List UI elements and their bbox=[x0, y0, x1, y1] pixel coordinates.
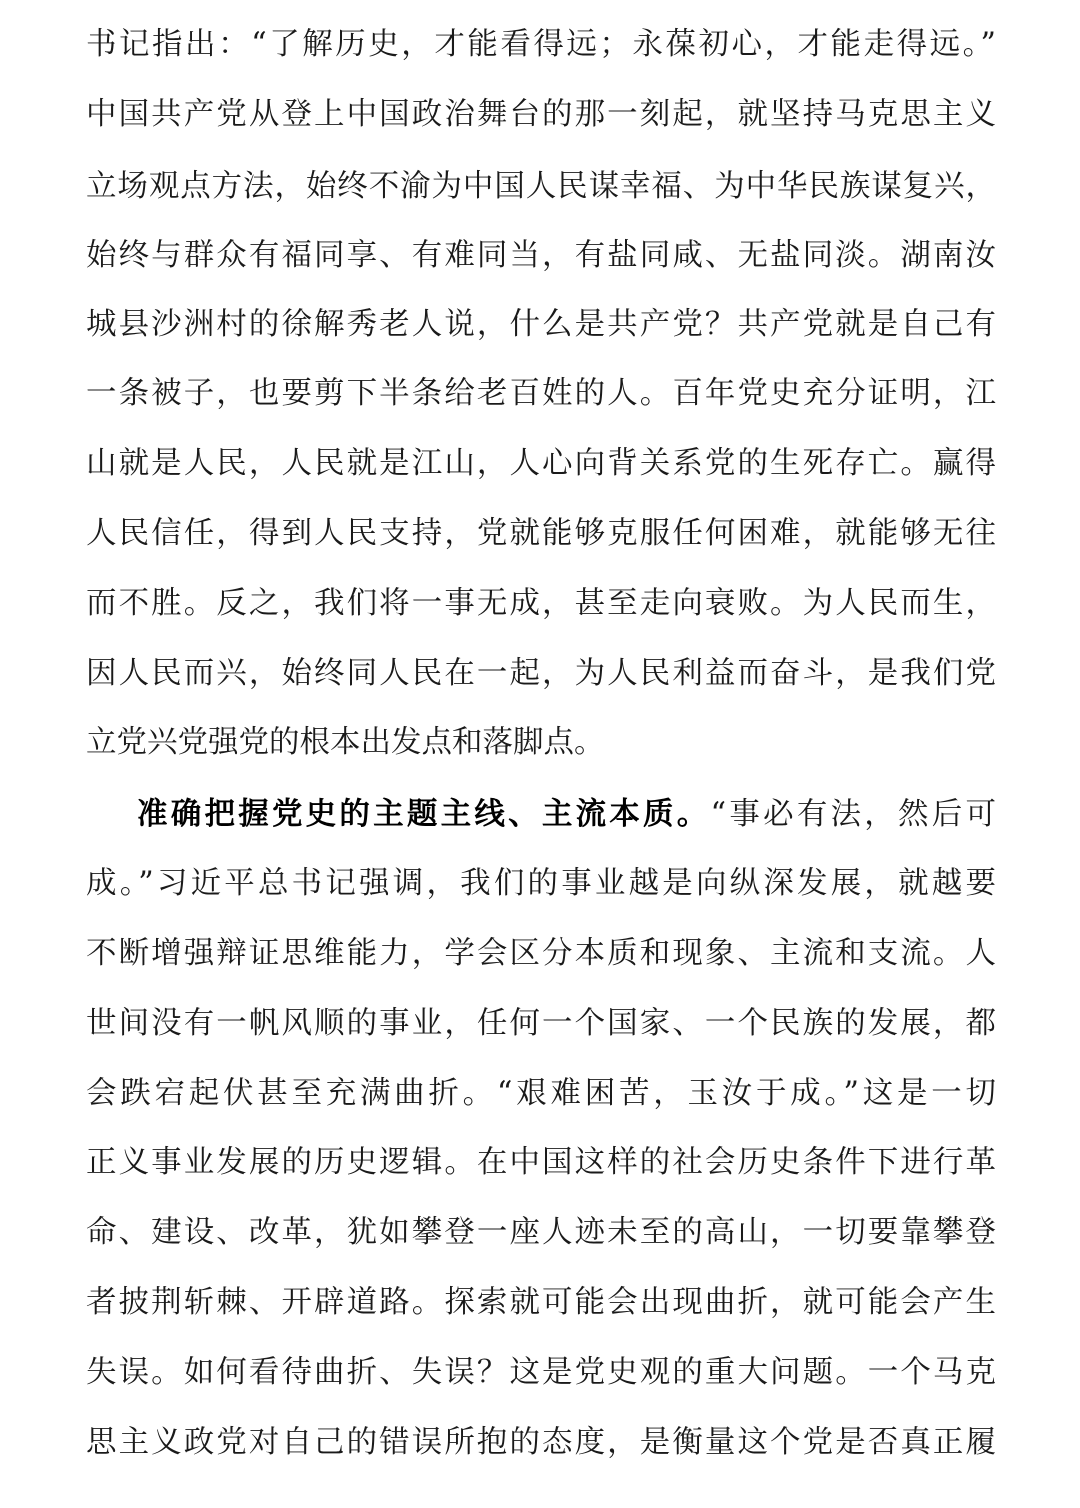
text-line: 会跌宕起伏甚至充满曲折。“艰难困苦，玉汝于成。”这是一切 bbox=[86, 1076, 996, 1111]
text-line: 城县沙洲村的徐解秀老人说，什么是共产党？共产党就是自己有 bbox=[86, 307, 996, 342]
text-line: 不断增强辩证思维能力，学会区分本质和现象、主流和支流。人 bbox=[86, 936, 996, 971]
text-line: 立场观点方法，始终不渝为中国人民谋幸福、为中华民族谋复兴， bbox=[86, 169, 996, 204]
text-line: 始终与群众有福同享、有难同当，有盐同咸、无盐同淡。湖南汝 bbox=[86, 238, 996, 273]
text-line: 人民信任，得到人民支持，党就能够克服任何困难，就能够无往 bbox=[86, 516, 996, 551]
text-line: 命、建设、改革，犹如攀登一座人迹未至的高山，一切要靠攀登 bbox=[86, 1215, 996, 1250]
text-line: 一条被子，也要剪下半条给老百姓的人。百年党史充分证明，江 bbox=[86, 376, 996, 411]
text-line: 书记指出：“了解历史，才能看得远；永葆初心，才能走得远。” bbox=[86, 27, 996, 62]
paragraph-lead: 准确把握党史的主题主线、主流本质。 bbox=[137, 796, 711, 832]
text-line: 思主义政党对自己的错误所抱的态度，是衡量这个党是否真正履 bbox=[86, 1425, 996, 1460]
text-line: 失误。如何看待曲折、失误？这是党史观的重大问题。一个马克 bbox=[86, 1355, 996, 1390]
text-line: 因人民而兴，始终同人民在一起，为人民利益而奋斗，是我们党 bbox=[86, 656, 996, 691]
text-line: 正义事业发展的历史逻辑。在中国这样的社会历史条件下进行革 bbox=[86, 1145, 996, 1180]
text-line: 立党兴党强党的根本出发点和落脚点。 bbox=[86, 725, 605, 760]
text-line: 而不胜。反之，我们将一事无成，甚至走向衰败。为人民而生， bbox=[86, 586, 996, 621]
paragraph-heading-line bbox=[137, 794, 996, 834]
text-line: 成。”习近平总书记强调，我们的事业越是向纵深发展，就越要 bbox=[86, 866, 996, 901]
text-line: 者披荆斩棘、开辟道路。探索就可能会出现曲折，就可能会产生 bbox=[86, 1285, 996, 1320]
paragraph-lead-rest: “事必有法，然后可 bbox=[710, 797, 996, 832]
text-line: 世间没有一帆风顺的事业，任何一个国家、一个民族的发展，都 bbox=[86, 1006, 996, 1041]
text-line: 山就是人民，人民就是江山，人心向背关系党的生死存亡。赢得 bbox=[86, 446, 996, 481]
text-line: 中国共产党从登上中国政治舞台的那一刻起，就坚持马克思主义 bbox=[86, 97, 996, 132]
